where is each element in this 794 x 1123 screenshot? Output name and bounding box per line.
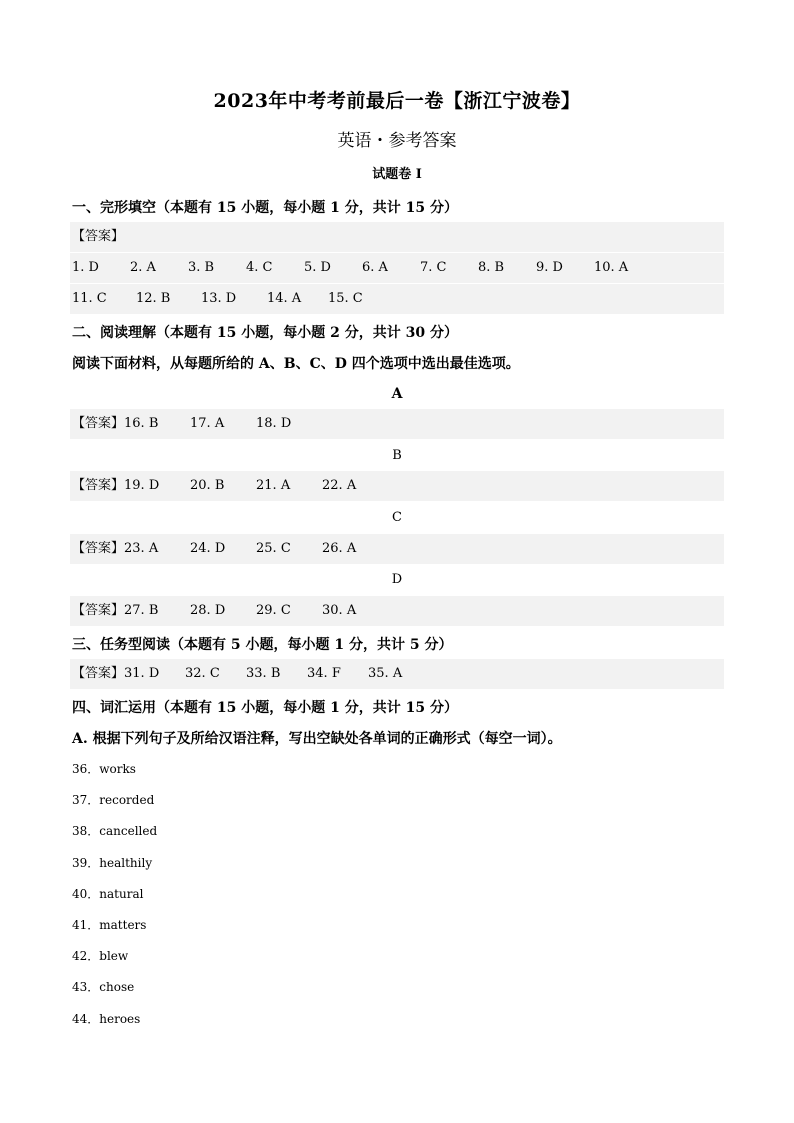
answer-item: 30. A: [322, 603, 357, 618]
answer-band: [70, 222, 724, 252]
section-4-instruction: A. 根据下列句子及所给汉语注释，写出空缺处各单词的正确形式（每空一词）。: [72, 731, 562, 747]
answer-item: 2. A: [130, 260, 156, 275]
answer-label: 【答案】: [72, 416, 125, 431]
vocab-answer: 36．works: [72, 762, 136, 776]
answer-item: 3. B: [188, 260, 215, 275]
answer-item: 12. B: [136, 291, 171, 306]
answer-item: 35. A: [368, 666, 403, 681]
answer-label: 【答案】: [72, 478, 125, 493]
answer-item: 17. A: [190, 416, 225, 431]
answer-item: 28. D: [190, 603, 226, 618]
answer-label: 【答案】: [72, 603, 125, 618]
answer-item: 13. D: [201, 291, 237, 306]
answer-item: 23. A: [124, 541, 159, 556]
answer-item: 4. C: [246, 260, 273, 275]
answer-item: 9. D: [536, 260, 563, 275]
answer-item: 20. B: [190, 478, 225, 493]
section-2-instruction: 阅读下面材料，从每题所给的 A、B、C、D 四个选项中选出最佳选项。: [72, 356, 520, 372]
answer-list: [124, 541, 388, 556]
vocab-answer: 41．matters: [72, 918, 147, 932]
answer-label: 【答案】: [72, 666, 125, 681]
passage-letter: A: [391, 386, 403, 402]
answer-list: [124, 478, 388, 493]
answer-row-2: [72, 284, 378, 314]
answer-item: 33. B: [246, 666, 281, 681]
answer-list: [124, 416, 322, 431]
passage-letter: D: [391, 572, 403, 587]
vocab-answer: 44．heroes: [72, 1011, 141, 1026]
vocab-answer: 39．healthily: [72, 855, 153, 870]
answer-item: 22. A: [322, 478, 357, 493]
paper-label: 试题卷 I: [372, 167, 422, 182]
answer-item: 27. B: [124, 603, 159, 618]
answer-item: 8. B: [478, 260, 505, 275]
answer-item: 29. C: [256, 603, 291, 618]
vocab-answer: 40．natural: [72, 886, 144, 901]
answer-item: 24. D: [190, 541, 226, 556]
section-1-heading: 一、完形填空（本题有 15 小题，每小题 1 分，共计 15 分）: [72, 200, 458, 216]
answer-item: 31. D: [124, 666, 160, 681]
answer-item: 21. A: [256, 478, 291, 493]
answer-item: 26. A: [322, 541, 357, 556]
passage-answers: [72, 409, 322, 439]
task-answers: [72, 659, 429, 689]
answer-item: 19. D: [124, 478, 160, 493]
answer-item: 10. A: [594, 260, 629, 275]
vocab-answer: 38．cancelled: [72, 824, 158, 839]
answer-item: 16. B: [124, 416, 159, 431]
answer-list: [124, 666, 429, 681]
answer-item: 7. C: [420, 260, 447, 275]
answer-item: 18. D: [256, 416, 292, 431]
answer-item: 15. C: [328, 291, 363, 306]
section-3-heading: 三、任务型阅读（本题有 5 小题，每小题 1 分，共计 5 分）: [72, 637, 453, 653]
answer-item: 11. C: [72, 291, 107, 306]
section-2-heading: 二、阅读理解（本题有 15 小题，每小题 2 分，共计 30 分）: [72, 325, 458, 341]
answer-item: 1. D: [72, 260, 99, 275]
answer-row-1: [72, 253, 644, 283]
vocab-answer: 37．recorded: [72, 793, 155, 808]
passage-answers: [72, 471, 388, 501]
answer-item: 6. A: [362, 260, 388, 275]
answer-label: 【答案】: [72, 541, 125, 556]
answer-item: 5. D: [304, 260, 331, 275]
page-subtitle: 英语・参考答案: [337, 131, 457, 151]
passage-letter: B: [392, 448, 402, 463]
answer-label: 【答案】: [72, 229, 125, 244]
vocab-answer: 42．blew: [72, 949, 129, 964]
answer-item: 25. C: [256, 541, 291, 556]
answer-item: 32. C: [185, 666, 220, 681]
section-4-heading: 四、词汇运用（本题有 15 小题，每小题 1 分，共计 15 分）: [72, 700, 458, 716]
answer-item: 14. A: [267, 291, 302, 306]
page-title: 2023年中考考前最后一卷【浙江宁波卷】: [213, 90, 581, 112]
passage-answers: [72, 596, 388, 626]
vocab-answer: 43．chose: [72, 980, 135, 995]
answer-list: [124, 603, 388, 618]
passage-letter: C: [392, 510, 402, 525]
answer-item: 34. F: [307, 666, 341, 681]
passage-answers: [72, 534, 388, 564]
